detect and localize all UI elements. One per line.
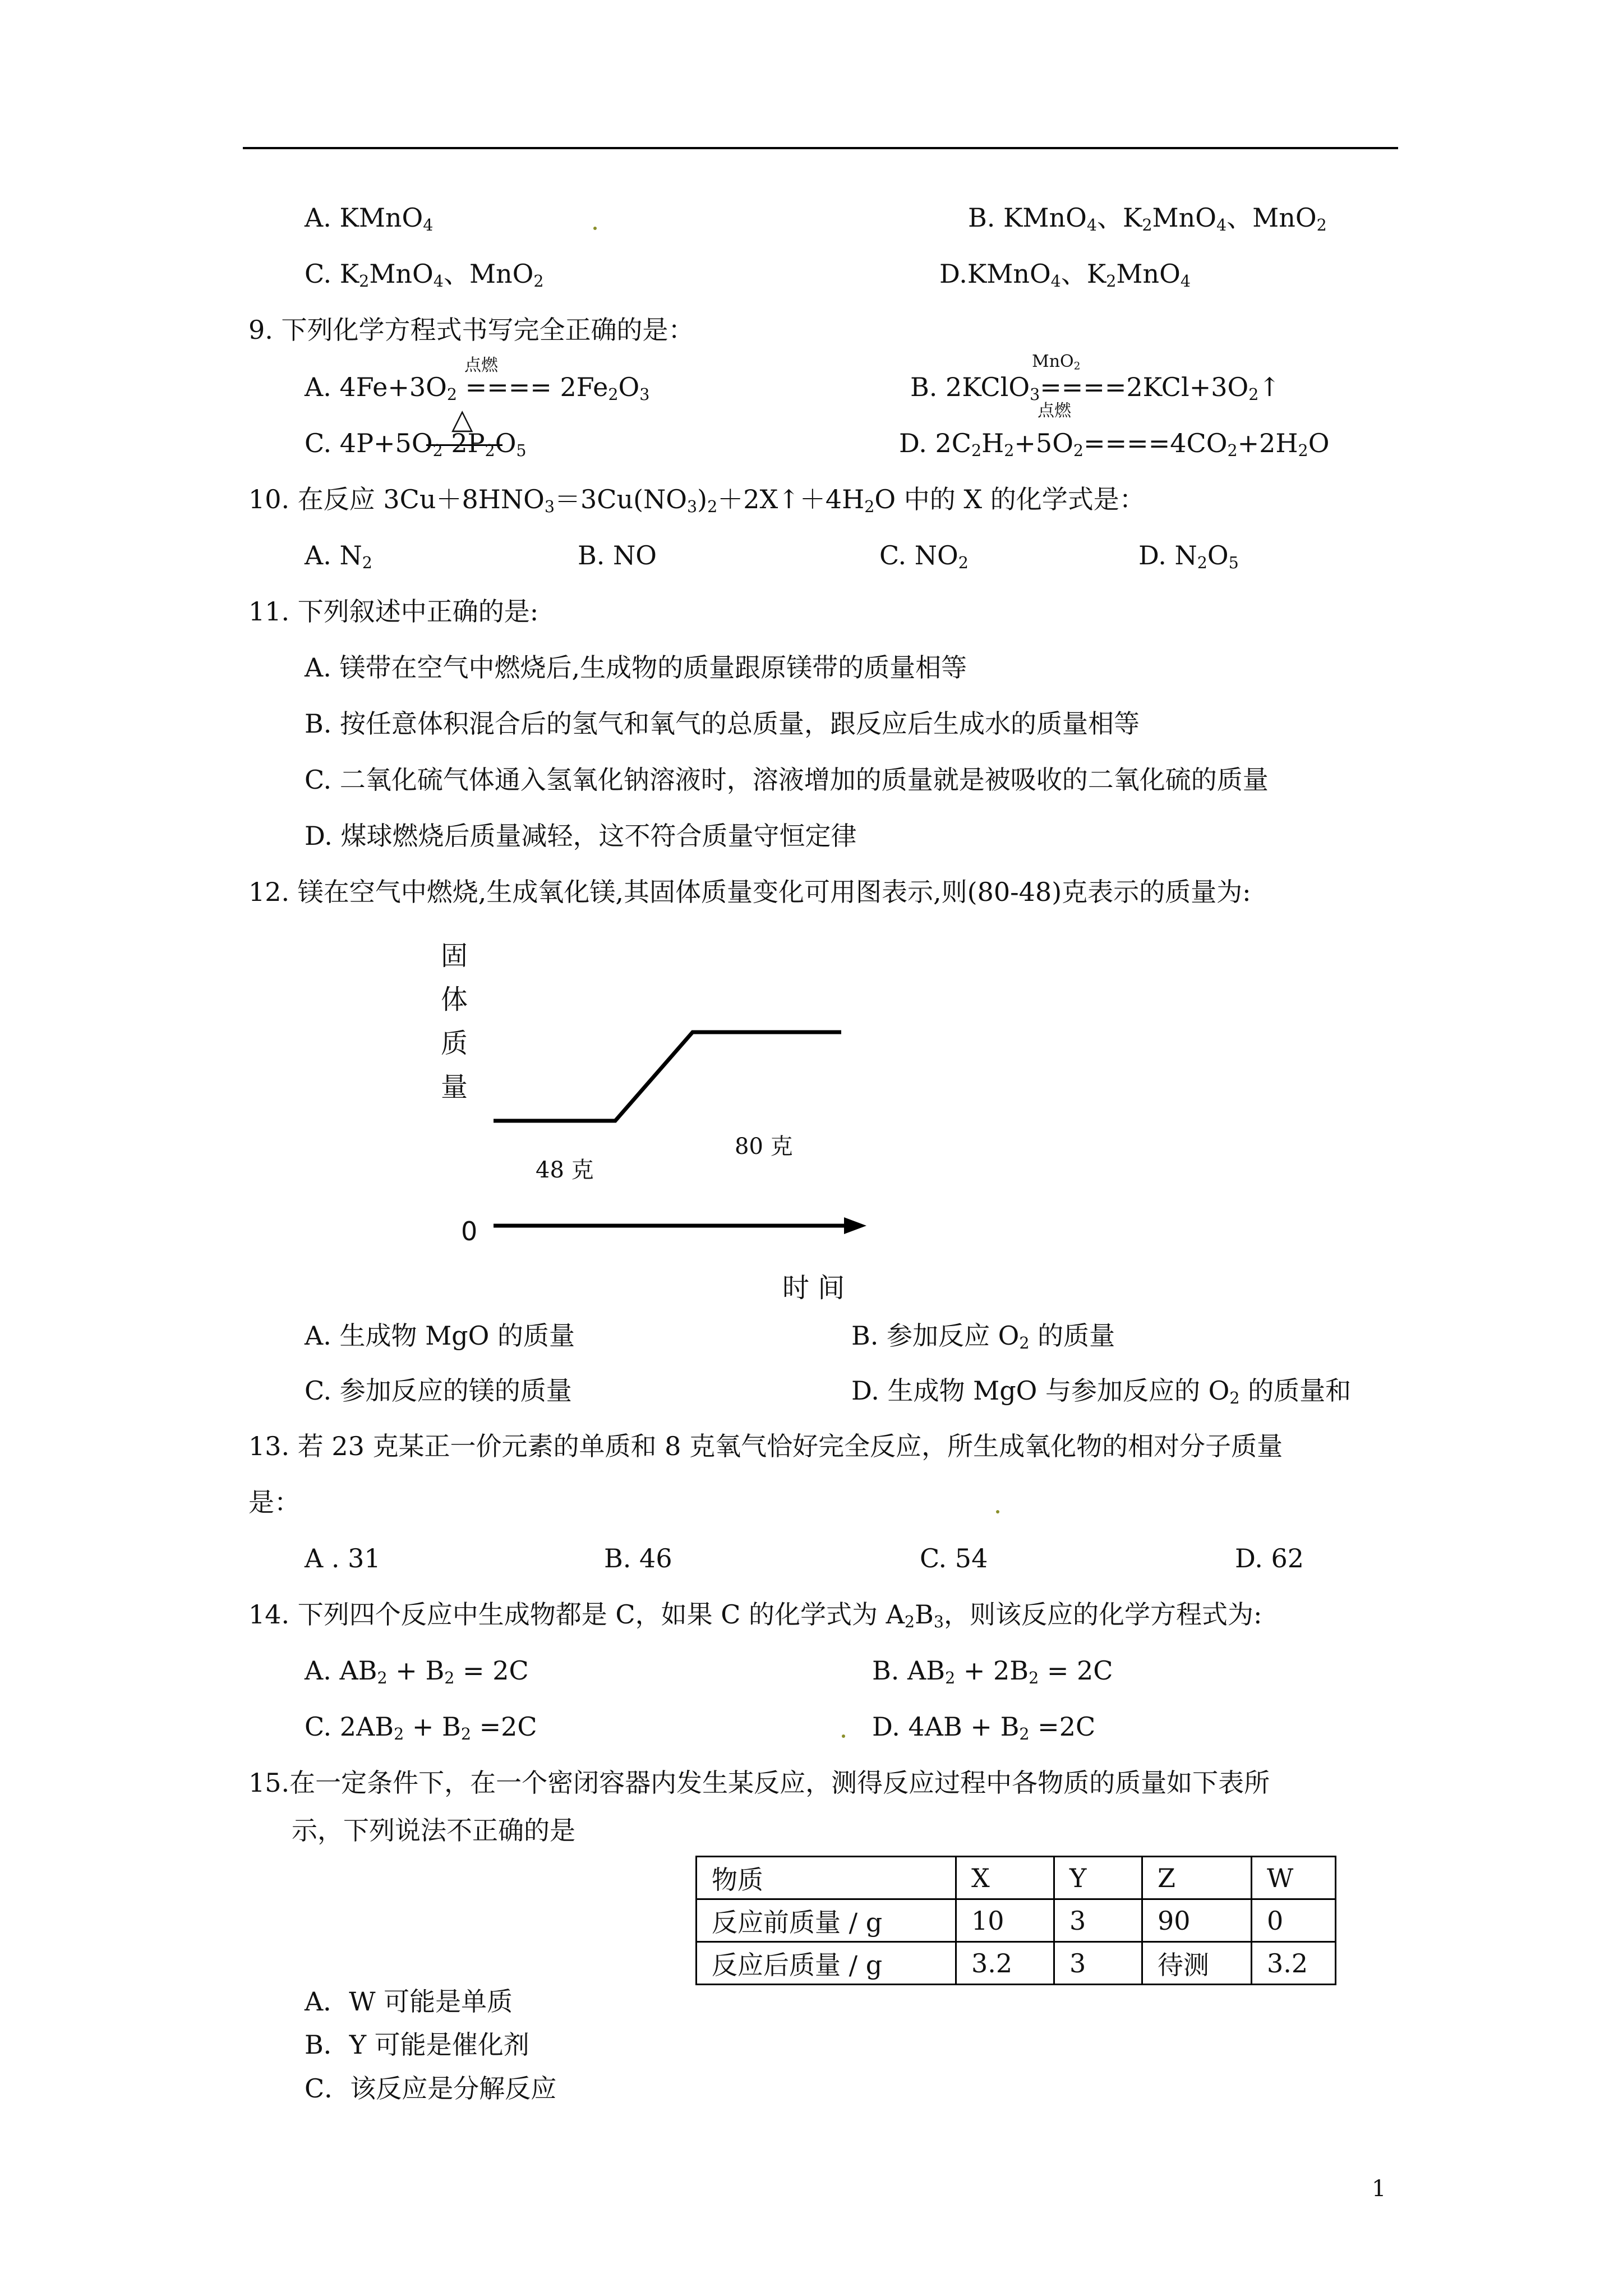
q14-option-b: B. $AB_2 + 2B_2 = 2C$	[872, 1655, 1113, 1688]
q14-stem: 14. 下列四个反应中生成物都是 C，如果 C 的化学式为 $A_2B_3$，则该反应的化学方程式为:	[248, 1599, 1262, 1632]
q14-option-a: A. $AB_2 + B_2 = 2C$	[305, 1655, 529, 1688]
q15-option-b: B．Y 可能是催化剂	[305, 2030, 529, 2060]
q9-stem: 9. 下列化学方程式书写完全正确的是：	[248, 315, 694, 345]
q8-option-c: C. $K_2MnO_4$、MnO$_2$	[305, 259, 544, 291]
q12-option-b: B. 参加反应 $O_2$ 的质量	[851, 1320, 1115, 1353]
speck-mark	[842, 1734, 845, 1738]
mass-curve	[494, 1032, 841, 1121]
q13-option-c: C. 54	[920, 1543, 988, 1573]
q10-option-d: D. $N_2O_5$	[1138, 540, 1239, 573]
graph-xlabel: 时 间	[782, 1272, 845, 1304]
table-cell: 90	[1142, 1899, 1252, 1942]
mass-table	[695, 1856, 1336, 1985]
q8-option-a: A. KMnO$_4$	[305, 203, 434, 235]
table-cell: 0	[1252, 1899, 1336, 1942]
q8-option-b: B. KMnO$_4$、$K_2MnO_4$、MnO$_2$	[968, 203, 1327, 235]
q11-option-b: B. 按任意体积混合后的氢气和氧气的总质量，跟反应后生成水的质量相等	[305, 708, 1140, 739]
table-cell: 反应后质量 / g	[697, 1942, 956, 1985]
graph-ylabel-char: 体	[441, 984, 468, 1015]
table-cell: 3.2	[1252, 1942, 1336, 1985]
table-header-cell: X	[956, 1857, 1054, 1899]
q9-option-b: B. $2KClO_3====2KCl+3O_2↑$	[910, 372, 1280, 404]
q10-option-c: C. $NO_2$	[879, 540, 969, 573]
q12-stem: 12. 镁在空气中燃烧,生成氧化镁,其固体质量变化可用图表示,则(80-48)克表示的质量为:	[248, 877, 1251, 907]
graph-label-48: 48 克	[536, 1157, 594, 1183]
mass-time-graph	[477, 1010, 880, 1257]
table-cell: 3	[1054, 1942, 1142, 1985]
table-row	[697, 1857, 1336, 1899]
table-header-cell: Y	[1054, 1857, 1142, 1899]
table-cell: 反应前质量 / g	[697, 1899, 956, 1942]
q12-option-c: C. 参加反应的镁的质量	[305, 1375, 572, 1406]
graph-origin-label: 0	[461, 1216, 478, 1246]
q9-c-condition: △	[451, 403, 473, 435]
q12-option-d: D. 生成物 MgO 与参加反应的 $O_2$ 的质量和	[851, 1375, 1352, 1408]
q13-option-b: B. 46	[604, 1543, 672, 1573]
q13-option-d: D. 62	[1235, 1543, 1304, 1573]
speck-mark	[593, 227, 597, 230]
q8-option-d: D.KMnO$_4$、$K_2MnO_4$	[939, 259, 1191, 291]
q12-option-a: A. 生成物 MgO 的质量	[305, 1320, 575, 1351]
table-cell: 3	[1054, 1899, 1142, 1942]
q13-stem-line1: 13. 若 23 克某正一价元素的单质和 8 克氧气恰好完全反应，所生成氧化物的相对分子质量	[248, 1431, 1283, 1461]
table-header-cell: W	[1252, 1857, 1336, 1899]
q15-option-a: A．W 可能是单质	[305, 1986, 513, 2017]
q10-stem: 10. 在反应 $3Cu+8HNO_3=3Cu(NO_3)_2+2X↑+4H_2O$ 中的 X 的化学式是：	[248, 484, 1145, 517]
q9-option-d: D. $2C_2H_2+5O_2====4CO_2+2H_2O$	[899, 428, 1330, 461]
table-header-cell: Z	[1142, 1857, 1252, 1899]
header-rule	[243, 147, 1398, 149]
time-axis-arrowhead	[844, 1217, 866, 1234]
q11-option-a: A. 镁带在空气中燃烧后,生成物的质量跟原镁带的质量相等	[305, 652, 967, 683]
q11-stem: 11. 下列叙述中正确的是:	[248, 596, 539, 627]
table-cell: 待测	[1142, 1942, 1252, 1985]
q14-option-d: D. $4AB + B_2 =2C$	[872, 1711, 1096, 1744]
q13-option-a: A . 31	[305, 1543, 381, 1573]
q9-a-condition: 点燃	[464, 356, 498, 375]
table-cell: 10	[956, 1899, 1054, 1942]
table-cell: 3.2	[956, 1942, 1054, 1985]
speck-mark	[996, 1510, 999, 1513]
q10-option-b: B. NO	[578, 540, 657, 570]
graph-ylabel-char: 量	[441, 1071, 468, 1103]
q15-stem-line2: 示，下列说法不正确的是	[292, 1815, 575, 1846]
q10-option-a: A. $N_2$	[305, 540, 372, 573]
q9-d-condition: 点燃	[1038, 401, 1071, 421]
graph-ylabel-char: 质	[441, 1028, 468, 1059]
q14-option-c: C. $2AB_2 + B_2 =2C$	[305, 1711, 537, 1744]
page-number: 1	[1372, 2176, 1386, 2202]
q11-option-c: C. 二氧化硫气体通入氢氧化钠溶液时，溶液增加的质量就是被吸收的二氧化硫的质量	[305, 765, 1269, 795]
q9-b-condition: MnO$_2$	[1032, 352, 1081, 372]
q15-option-c: C．该反应是分解反应	[305, 2073, 557, 2104]
table-header-cell: 物质	[697, 1857, 956, 1899]
q9-option-a: A. $4Fe+3O_2$ ==== $2Fe_2O_3$	[305, 372, 650, 404]
table-row	[697, 1899, 1336, 1942]
q15-stem-line1: 15.在一定条件下，在一个密闭容器内发生某反应，测得反应过程中各物质的质量如下表所	[248, 1768, 1270, 1798]
table-row	[697, 1942, 1336, 1985]
q13-stem-line2: 是：	[248, 1487, 300, 1517]
graph-ylabel-char: 固	[441, 940, 468, 972]
q11-option-d: D. 煤球燃烧后质量减轻，这不符合质量守恒定律	[305, 821, 857, 851]
q9-option-c: C. $4P+5O_2$ $2P_2O_5$	[305, 428, 527, 461]
graph-label-80: 80 克	[735, 1134, 793, 1159]
